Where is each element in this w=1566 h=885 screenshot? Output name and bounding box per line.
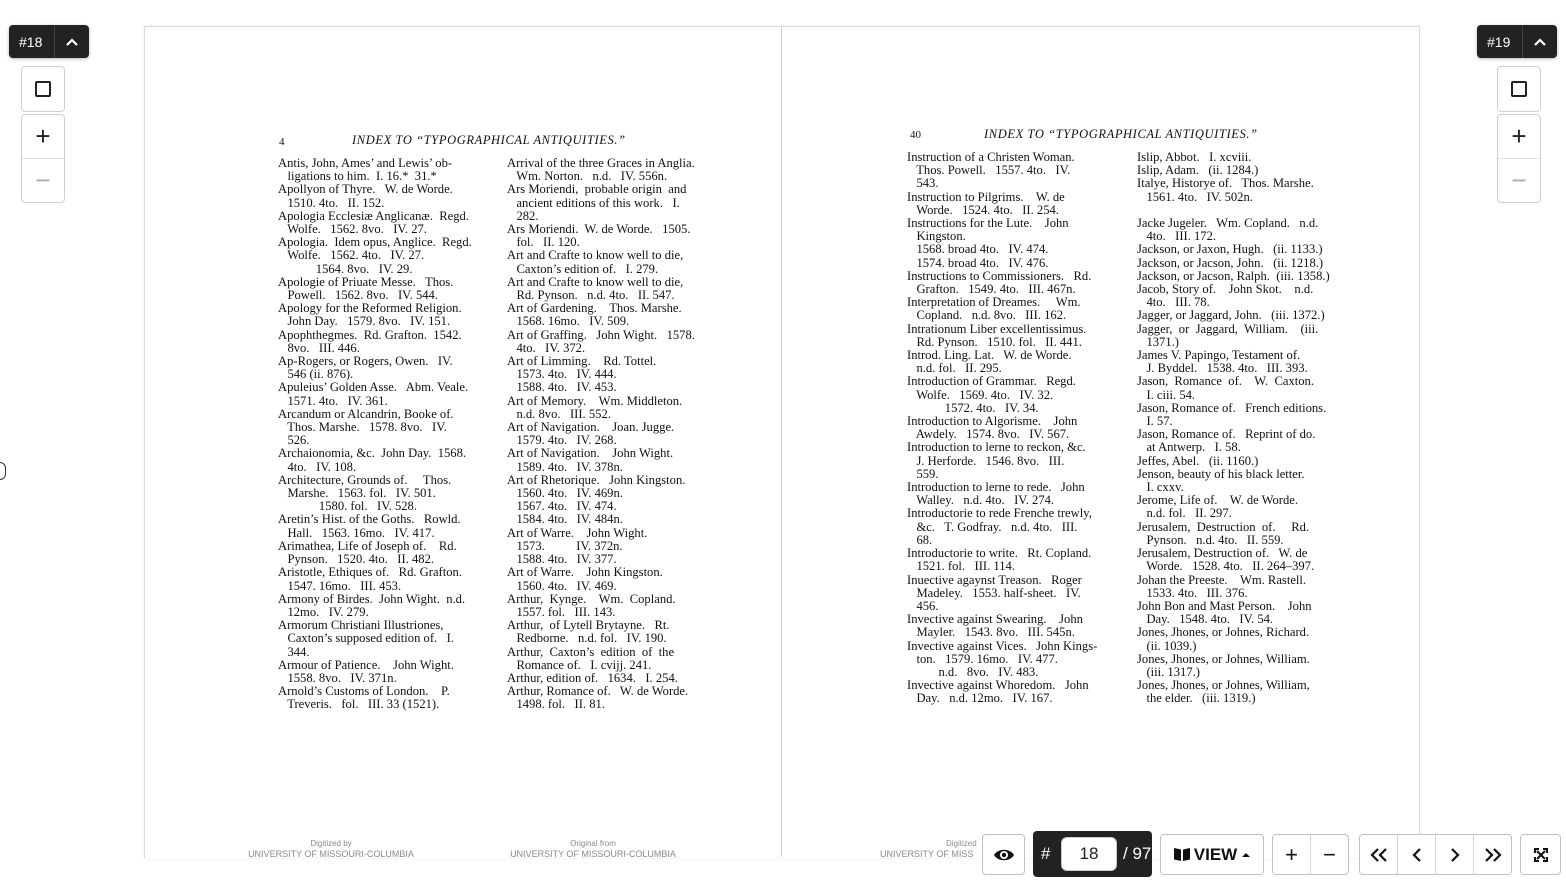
book-spread — [144, 26, 1420, 858]
index-entry-line: n.d. 8vo. III. 552. — [507, 406, 611, 421]
index-entry-line: 559. — [907, 466, 939, 481]
last-page-button[interactable] — [1473, 835, 1511, 874]
left-zoom-controls — [21, 114, 65, 203]
index-entry-line: Jones, Jhones, or Johnes, Richard. — [1137, 625, 1310, 640]
index-entry-line: 1572. 4to. IV. 34. — [907, 400, 1039, 415]
first-page-button[interactable] — [1360, 835, 1397, 874]
footer-institution: UNIVERSITY OF MISSOURI-COLUMBIA — [248, 849, 414, 859]
index-entry-line: 1498. fol. II. 81. — [507, 697, 605, 712]
caret-up-icon — [1241, 851, 1251, 859]
index-column-1 — [907, 151, 1097, 706]
index-entry-line: 1588. 4to. IV. 377. — [507, 552, 617, 567]
index-entry-line: Romance of. I. cvijj. 241. — [507, 657, 652, 672]
index-entry-line: Thos. Powell. 1557. 4to. IV. — [907, 163, 1071, 178]
index-entry-line: Worde. 1528. 4to. II. 264–397. — [1137, 559, 1315, 574]
index-entry-line: Ars Moriendi. W. de Worde. 1505. — [507, 222, 691, 237]
index-entry-line: the elder. (iii. 1319.) — [1137, 691, 1256, 706]
index-entry-line: Rd. Pynson. 1510. fol. II. 441. — [907, 334, 1082, 349]
index-entry-line: I. ciii. 54. — [1137, 387, 1196, 402]
index-entry-line: Instruction to Pilgrims. W. de — [907, 189, 1065, 204]
index-entry-line: Aretin’s Hist. of the Goths. Rowld. — [278, 512, 461, 527]
index-entry-line: Art and Crafte to know well to die, — [507, 248, 684, 263]
index-entry-line: at Antwerp. I. 58. — [1137, 440, 1241, 455]
index-entry-line: Hall. 1563. 16mo. IV. 417. — [278, 525, 435, 540]
index-entry-line: Wolfe. 1562. 4to. IV. 27. — [278, 248, 425, 263]
index-entry-line: Jagger, or Jaggard, William. (iii. — [1137, 321, 1319, 336]
index-entry-line: James V. Papingo, Testament of. — [1137, 348, 1301, 363]
index-entry-line: Invective against Swearing. John — [907, 612, 1083, 627]
footer-label: Digitized by — [310, 839, 352, 848]
index-entry-line: ligations to him. I. 16.* 31.* — [278, 169, 437, 184]
index-entry-line: Kingston. — [907, 229, 966, 244]
index-entry-line: Arthur, edition of. 1634. I. 254. — [507, 670, 678, 685]
index-entry-line: n.d. fol. II. 297. — [1137, 506, 1232, 521]
index-entry-line: Arthur, Kynge. Wm. Copland. — [507, 591, 676, 606]
next-page-button[interactable] — [1435, 835, 1473, 874]
chevron-right-icon — [1450, 848, 1460, 862]
index-entry-line: Arnold’s Customs of London. P. — [278, 684, 450, 699]
page-number-input[interactable] — [1061, 837, 1117, 871]
index-entry-line: I. 57. — [1137, 414, 1173, 429]
index-entry-line: Jerusalem, Destruction of. Rd. — [1137, 519, 1310, 534]
index-entry-line: 1533. 4to. III. 376. — [1137, 585, 1248, 600]
index-entry-line: Rd. Pynson. n.d. 4to. II. 547. — [507, 288, 675, 303]
index-entry-line: Arimathea, Life of Joseph of. Rd. — [278, 538, 457, 553]
index-entry-line: 4to. IV. 372. — [507, 340, 586, 355]
index-entry-line: Instruction of a Christen Woman. — [907, 150, 1075, 164]
index-entry-line: Jackson, or Jaxon, Hugh. (ii. 1133.) — [1137, 242, 1323, 257]
left-select-page-button[interactable] — [21, 66, 65, 112]
chevron-left-icon — [1412, 848, 1422, 862]
index-entry-line: Jerome, Life of. W. de Worde. — [1137, 493, 1299, 508]
index-entry-line: Art of Warre. John Kingston. — [507, 565, 663, 580]
chevron-up-icon[interactable] — [1522, 25, 1557, 58]
index-entry-line: Arthur, of Lytell Brytayne. Rt. — [507, 618, 670, 633]
original-from-footer — [503, 838, 683, 860]
checkbox-square-icon[interactable] — [22, 67, 64, 110]
index-entry-line: Jason, Romance of. French editions. — [1137, 400, 1327, 415]
index-entry-line: Islip, Abbot. I. xcviii. — [1137, 150, 1252, 164]
zoom-out-button[interactable]: − — [1310, 835, 1348, 874]
page-number: 40 — [910, 129, 921, 141]
index-entry-line: Art of Navigation. Joan. Jugge. — [507, 420, 675, 435]
index-entry-line: Ap-Rogers, or Rogers, Owen. IV. — [278, 354, 453, 369]
page-number: 4 — [279, 136, 285, 148]
index-entry-line: Jackson, or Jacson, John. (ii. 1218.) — [1137, 255, 1324, 270]
index-entry-line: Johan the Preeste. Wm. Rastell. — [1137, 572, 1307, 587]
index-entry-line: 1560. 4to. IV. 469. — [507, 578, 617, 593]
page-badge-label: #18 — [19, 33, 43, 50]
expand-icon — [1533, 847, 1549, 863]
index-entry-line: Introduction to lerne to rede. John — [907, 480, 1085, 495]
spine-divider — [781, 26, 782, 857]
index-entry-line: 543. — [907, 176, 939, 191]
index-entry-line: Italye, Historye of. Thos. Marshe. — [1137, 176, 1314, 191]
index-entry-line: 4to. IV. 108. — [278, 459, 357, 474]
index-entry-line: Apollyon of Thyre. W. de Worde. — [278, 182, 453, 197]
index-entry-line: Wolfe. 1569. 4to. IV. 32. — [907, 387, 1054, 402]
index-entry-line: (iii. 1317.) — [1137, 664, 1200, 679]
zoom-buttons — [1272, 834, 1349, 875]
index-entry-line: Instructions to Commissioners. Rd. — [907, 268, 1092, 283]
index-entry-line: John Bon and Mast Person. John — [1137, 598, 1312, 613]
index-entry-line: Architecture, Grounds of. Thos. — [278, 472, 452, 487]
index-entry-line: J. Byddel. 1538. 4to. III. 393. — [1137, 361, 1308, 376]
view-menu-button[interactable] — [1160, 834, 1264, 875]
index-column-1 — [278, 157, 472, 712]
chevron-up-icon[interactable] — [54, 25, 89, 58]
index-entry-line: Jackson, or Jacson, Ralph. (iii. 1358.) — [1137, 268, 1330, 283]
index-entry-line: Arthur, Caxton’s edition of the — [507, 644, 675, 659]
eye-icon — [993, 847, 1015, 863]
index-entry-line: Day. n.d. 12mo. IV. 167. — [907, 691, 1053, 706]
index-entry-line: Apologia. Idem opus, Anglice. Regd. — [278, 235, 472, 250]
index-entry-line: 4to. III. 78. — [1137, 295, 1210, 310]
index-entry-line: Grafton. 1549. 4to. III. 467n. — [907, 282, 1076, 297]
index-entry-line: Apology for the Reformed Religion. — [278, 301, 462, 316]
index-entry-line: fol. II. 120. — [507, 235, 580, 250]
view-label: VIEW — [1193, 844, 1238, 864]
right-select-page-button[interactable] — [1497, 66, 1541, 112]
page-header: INDEX TO “TYPOGRAPHICAL ANTIQUITIES.” — [984, 127, 1258, 141]
visibility-toggle-button[interactable] — [982, 834, 1025, 875]
index-entry-line: Art and Crafte to know well to die, — [507, 274, 684, 289]
left-zoom-in-button[interactable]: + — [35, 121, 51, 151]
index-entry-line: 344. — [278, 644, 310, 659]
index-entry-line: Art of Limming. Rd. Tottel. — [507, 354, 657, 369]
index-entry-line: 546 (ii. 876). — [278, 367, 354, 382]
index-entry-line: &c. T. Godfray. n.d. 4to. III. — [907, 519, 1078, 534]
index-entry-line: 1560. 4to. IV. 469n. — [507, 486, 623, 501]
index-entry-line: n.d. fol. II. 295. — [907, 361, 1002, 376]
index-entry-line: Treveris. fol. III. 33 (1521). — [278, 697, 440, 712]
index-entry-line: Jenson, beauty of his black letter. — [1137, 466, 1305, 481]
index-entry-line: Wolfe. 1562. 8vo. IV. 27. — [278, 222, 427, 237]
index-entry-line: Introduction of Grammar. Regd. — [907, 374, 1076, 389]
index-entry-line: Art of Graffing. John Wight. 1578. — [507, 327, 695, 342]
index-entry-line: Introductorie to write. Rt. Copland. — [907, 546, 1092, 561]
index-entry-line: Pynson. 1520. 4to. II. 482. — [278, 552, 435, 567]
index-entry-line: 1371.) — [1137, 334, 1179, 349]
footer-label: Digitized — [946, 839, 977, 848]
index-entry-line: Arrival of the three Graces in Anglia. — [507, 156, 695, 170]
digitized-by-footer — [880, 838, 990, 860]
index-entry-line: Redborne. n.d. fol. IV. 190. — [507, 631, 667, 646]
index-entry-line: Awdely. 1574. 8vo. IV. 567. — [907, 427, 1070, 442]
index-entry-line: 1574. broad 4to. IV. 476. — [907, 255, 1049, 270]
index-entry-line: John Day. 1579. 8vo. IV. 151. — [278, 314, 451, 329]
index-entry-line: Caxton’s supposed edition of. I. — [278, 631, 454, 646]
page-jump — [1033, 831, 1152, 877]
index-entry-line: Introductorie to rede Frenche trewly, — [907, 506, 1092, 521]
index-entry-line: 8vo. III. 446. — [278, 340, 360, 355]
index-entry-line: J. Herforde. 1546. 8vo. III. — [907, 453, 1065, 468]
index-entry-line: 1589. 4to. IV. 378n. — [507, 459, 623, 474]
index-entry-line: n.d. 8vo. IV. 483. — [907, 664, 1039, 679]
index-entry-line: I. cxxv. — [1137, 480, 1184, 495]
index-entry-line: 1557. fol. III. 143. — [507, 604, 616, 619]
index-entry-line: Jacke Jugeler. Wm. Copland. n.d. — [1137, 216, 1319, 231]
hash-label: # — [1041, 844, 1051, 863]
index-entry-line: Invective against Whoredom. John — [907, 678, 1089, 693]
left-page-badge[interactable] — [9, 25, 89, 58]
left-page — [145, 27, 781, 858]
index-entry-line: Interpretation of Dreames. Wm. — [907, 295, 1081, 310]
index-entry-line: 1510. 4to. II. 152. — [278, 195, 385, 210]
footer-institution: UNIVERSITY OF MISSOURI-COLUMBIA — [510, 849, 676, 859]
index-entry-line: Walley. n.d. 4to. IV. 274. — [907, 493, 1055, 508]
index-entry-line: Jones, Jhones, or Johnes, William, — [1137, 678, 1310, 693]
index-entry-line: 1568. broad 4to. IV. 474. — [907, 242, 1049, 257]
right-page — [782, 27, 1418, 858]
index-entry-line: Apuleius’ Golden Asse. Abm. Veale. — [278, 380, 469, 395]
index-entry-line: Introduction to Algorisme. John — [907, 414, 1078, 429]
index-entry-line: 1567. 4to. IV. 474. — [507, 499, 617, 514]
previous-page-button[interactable] — [1397, 835, 1435, 874]
page-badge-label: #19 — [1487, 33, 1511, 50]
index-entry-line: Jacob, Story of. John Skot. n.d. — [1137, 282, 1314, 297]
index-column-2 — [507, 157, 695, 712]
index-entry-line: Apologia Ecclesiæ Anglicanæ. Regd. — [278, 208, 469, 223]
footer-label: Original from — [570, 839, 616, 848]
index-entry-line: 1580. fol. IV. 528. — [278, 499, 417, 514]
index-entry-line: Art of Navigation. John Wight. — [507, 446, 674, 461]
index-entry-line: ton. 1579. 16mo. IV. 477. — [907, 651, 1058, 666]
index-entry-line: Wm. Norton. n.d. IV. 556n. — [507, 169, 668, 184]
index-entry-line: 1584. 4to. IV. 484n. — [507, 512, 623, 527]
index-entry-line: Copland. n.d. 8vo. III. 162. — [907, 308, 1067, 323]
index-entry-line: Armony of Birdes. John Wight. n.d. — [278, 591, 466, 606]
index-entry-line: ancient editions of this work. I. — [507, 195, 680, 210]
zoom-in-button[interactable]: + — [1285, 841, 1298, 867]
index-entry-line: 526. — [278, 433, 310, 448]
index-entry-line: 1547. 16mo. III. 453. — [278, 578, 402, 593]
index-column-2 — [1137, 151, 1330, 706]
index-entry-line: Jeffes, Abel. (ii. 1160.) — [1137, 453, 1259, 468]
scroll-handle[interactable] — [0, 462, 6, 480]
index-entry-line: 1573. 4to. IV. 444. — [507, 367, 617, 382]
right-zoom-out-button[interactable]: − — [1498, 158, 1540, 202]
index-entry-line: 1579. 4to. IV. 268. — [507, 433, 617, 448]
index-entry-line: Jagger, or Jaggard, John. (iii. 1372.) — [1137, 308, 1325, 323]
index-entry-line: Worde. 1524. 4to. II. 254. — [907, 202, 1059, 217]
right-zoom-in-button[interactable]: + — [1511, 121, 1527, 151]
index-entry-line: Apophthegmes. Rd. Grafton. 1542. — [278, 327, 462, 342]
right-zoom-controls — [1497, 114, 1541, 203]
page-total: / 97 — [1123, 844, 1152, 863]
index-entry-line: Madeley. 1553. half-sheet. IV. — [907, 585, 1081, 600]
index-entry-line: Powell. 1562. 8vo. IV. 544. — [278, 288, 438, 303]
footer-institution: UNIVERSITY OF MISS — [880, 849, 974, 859]
index-entry-line: Jason, Romance of. Reprint of do. — [1137, 427, 1316, 442]
index-entry-line: Intrationum Liber excellentissimus. — [907, 321, 1087, 336]
double-chevron-left-icon — [1370, 848, 1388, 862]
right-page-badge[interactable] — [1477, 25, 1557, 58]
checkbox-square-icon[interactable] — [1498, 67, 1540, 110]
page-navigation — [1359, 834, 1512, 875]
index-entry-line: Jerusalem, Destruction of. W. de — [1137, 546, 1308, 561]
index-entry-line: Archaionomia, &c. John Day. 1568. — [278, 446, 467, 461]
index-entry-line: Arcandum or Alcandrin, Booke of. — [278, 406, 454, 421]
index-entry-line: Instructions for the Lute. John — [907, 216, 1069, 231]
index-entry-line: Armour of Patience. John Wight. — [278, 657, 454, 672]
index-entry-line: Aristotle, Ethiques of. Rd. Grafton. — [278, 565, 462, 580]
index-entry-line: Ars Moriendi, probable origin and — [507, 182, 687, 197]
index-entry-line: Thos. Marshe. 1578. 8vo. IV. — [278, 420, 447, 435]
index-entry-line: 68. — [907, 532, 933, 547]
fullscreen-button[interactable] — [1520, 834, 1561, 875]
index-entry-line: Introduction to lerne to reckon, &c. — [907, 440, 1086, 455]
index-entry-line: 1588. 4to. IV. 453. — [507, 380, 617, 395]
index-entry-line: Art of Memory. Wm. Middleton. — [507, 393, 683, 408]
index-entry-line: Caxton’s edition of. I. 279. — [507, 261, 659, 276]
index-entry-line: Arthur, Romance of. W. de Worde. — [507, 684, 689, 699]
index-entry-line: 1564. 8vo. IV. 29. — [278, 261, 413, 276]
digitized-by-footer — [241, 838, 421, 860]
index-entry-line: Antis, John, Ames’ and Lewis’ ob- — [278, 156, 453, 170]
index-entry-line: 1571. 4to. IV. 361. — [278, 393, 388, 408]
index-entry-line: Introd. Ling. Lat. W. de Worde. — [907, 348, 1072, 363]
index-entry-line: Marshe. 1563. fol. IV. 501. — [278, 486, 436, 501]
index-entry-line: Islip, Adam. (ii. 1284.) — [1137, 163, 1259, 178]
index-entry-line: Jones, Jhones, or Johnes, William. — [1137, 651, 1310, 666]
index-entry-line: 1521. fol. III. 114. — [907, 559, 1015, 574]
index-entry-line: Pynson. n.d. 4to. II. 559. — [1137, 532, 1284, 547]
index-entry-line: Armorum Christiani Illustriones, — [278, 618, 444, 633]
index-entry-line: Jason, Romance of. W. Caxton. — [1137, 374, 1314, 389]
index-entry-line: 1573. IV. 372n. — [507, 538, 623, 553]
index-entry-line: 456. — [907, 598, 939, 613]
book-icon — [1173, 847, 1191, 862]
index-entry-line: Mayler. 1543. 8vo. III. 545n. — [907, 625, 1075, 640]
index-entry-line: 4to. III. 172. — [1137, 229, 1217, 244]
index-entry-line: (ii. 1039.) — [1137, 638, 1197, 653]
index-entry-line: Inuective agaynst Treason. Roger — [907, 572, 1082, 587]
index-entry-line: Art of Warre. John Wight. — [507, 525, 648, 540]
index-entry-line: 282. — [507, 208, 539, 223]
index-entry-line: Day. 1548. 4to. IV. 54. — [1137, 612, 1274, 627]
index-entry-line: Invective against Vices. John Kings- — [907, 638, 1098, 653]
index-entry-line: 1561. 4to. IV. 502n. — [1137, 189, 1253, 204]
index-entry-line: 1558. 8vo. IV. 371n. — [278, 670, 397, 685]
page-header: INDEX TO “TYPOGRAPHICAL ANTIQUITIES.” — [352, 133, 626, 147]
index-entry-line: Apologie of Priuate Messe. Thos. — [278, 274, 454, 289]
left-zoom-out-button[interactable]: − — [22, 158, 64, 202]
double-chevron-right-icon — [1484, 848, 1502, 862]
index-entry-line: 1568. 16mo. IV. 509. — [507, 314, 630, 329]
index-entry-line: Art of Rhetorique. John Kingston. — [507, 472, 686, 487]
index-entry-line: Art of Gardening. Thos. Marshe. — [507, 301, 682, 316]
index-entry-line: 12mo. IV. 279. — [278, 604, 369, 619]
